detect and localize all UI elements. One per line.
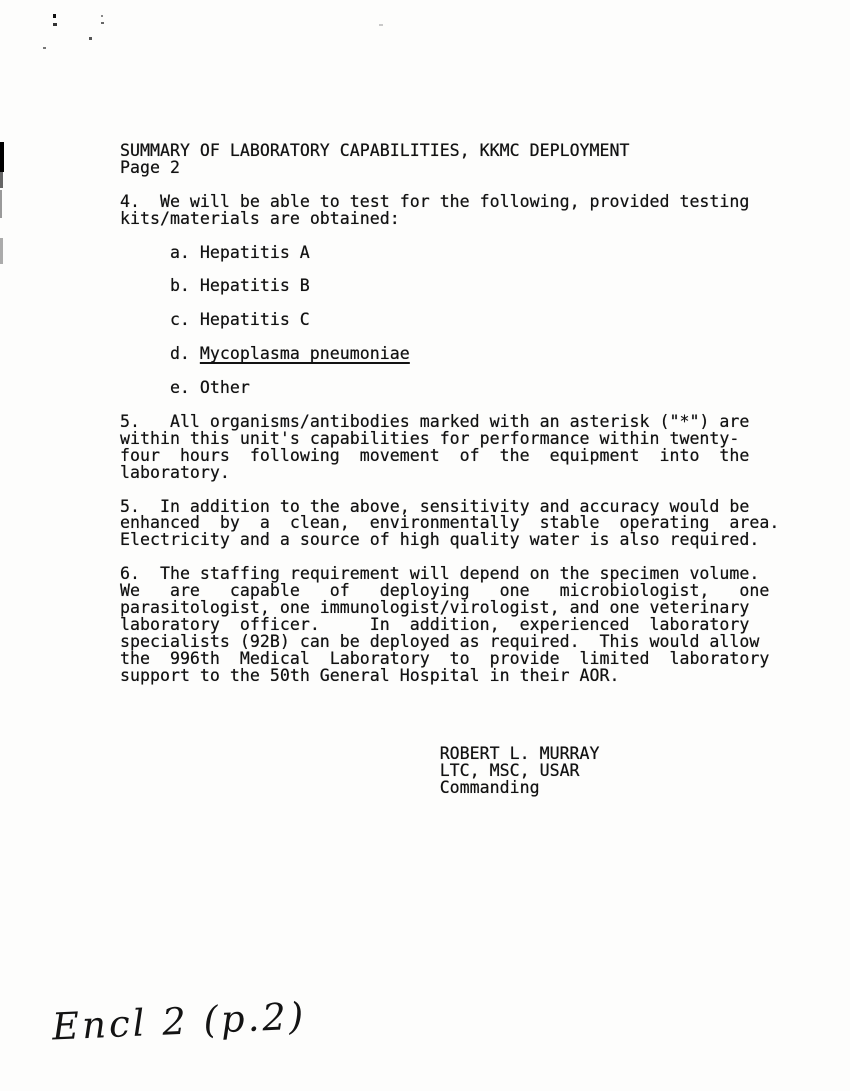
- paragraph-line: 5. In addition to the above, sensitivity and accuracy would be: [120, 496, 750, 516]
- paragraph-line: support to the 50th General Hospital in their AOR.: [120, 665, 620, 685]
- list-marker: d.: [169, 344, 190, 364]
- list-marker: e.: [169, 378, 190, 398]
- paragraph-line: the 996th Medical Laboratory to provide limited laboratory: [120, 648, 770, 668]
- document-header: [120, 143, 780, 177]
- paragraph-5-environment: [120, 496, 780, 550]
- paragraph-line: 4. We will be able to test for the following, provided testing: [120, 191, 750, 211]
- paragraph-5-asterisk: [120, 414, 780, 482]
- scan-edge-artifact: [0, 142, 4, 172]
- paragraph-line: within this unit's capabilities for performance within twenty-: [120, 428, 740, 448]
- list-item-hepatitis-b: [120, 278, 780, 295]
- paragraph-line: Electricity and a source of high quality water is also required.: [120, 530, 760, 550]
- document-title: SUMMARY OF LABORATORY CAPABILITIES, KKMC DEPLOYMENT: [120, 141, 630, 160]
- list-item-label: Hepatitis C: [199, 310, 310, 330]
- paragraph-line: specialists (92B) can be deployed as required. This would allow: [120, 631, 760, 651]
- scan-speck: [89, 37, 92, 40]
- list-item-label: Hepatitis A: [199, 242, 310, 262]
- scan-speck: [43, 47, 46, 49]
- scan-speck: [53, 23, 57, 26]
- paragraph-line: kits/materials are obtained:: [120, 208, 400, 228]
- list-marker: a.: [169, 242, 190, 262]
- signature-block: [120, 746, 780, 797]
- handwritten-enclosure-note: Encl 2 (p.2): [51, 994, 308, 1049]
- list-item-hepatitis-a: [120, 242, 780, 262]
- page-number: Page 2: [120, 157, 180, 177]
- paragraph-line: We are capable of deploying one microbiologist, one: [120, 581, 770, 601]
- list-item-hepatitis-c: [120, 312, 780, 329]
- paragraph-line: 5. All organisms/antibodies marked with an asterisk ("*") are: [120, 412, 750, 432]
- list-marker: c.: [169, 310, 190, 330]
- list-marker: b.: [169, 276, 190, 296]
- paragraph-6-staffing: [120, 566, 780, 684]
- paragraph-line: 6. The staffing requirement will depend on the specimen volume.: [120, 564, 760, 584]
- scan-speck: [101, 15, 103, 17]
- scan-edge-artifact: [0, 172, 3, 188]
- list-item-other: [120, 380, 780, 397]
- scan-edge-artifact: [0, 238, 3, 264]
- scan-edge-artifact: [0, 190, 2, 218]
- list-item-label: Hepatitis B: [199, 276, 310, 296]
- signature-name: ROBERT L. MURRAY: [439, 744, 600, 764]
- scan-speck: [379, 24, 383, 26]
- paragraph-line: laboratory officer. In addition, experienced laboratory: [120, 614, 750, 634]
- paragraph-line: parasitologist, one immunologist/virologist, and one veterinary: [120, 598, 750, 618]
- scan-speck: [101, 22, 104, 24]
- paragraph-4: [120, 191, 780, 228]
- document-body: [120, 143, 780, 797]
- list-item-label: Other: [199, 378, 250, 398]
- paragraph-line: laboratory.: [120, 462, 230, 482]
- signature-rank: LTC, MSC, USAR: [439, 761, 580, 781]
- scan-speck: [53, 14, 56, 18]
- paragraph-line: enhanced by a clean, environmentally stable operating area.: [120, 513, 780, 533]
- list-item-mycoplasma-pneumoniae: [120, 346, 780, 363]
- paragraph-line: four hours following movement of the equipment into the: [120, 445, 750, 465]
- list-item-label-underlined: Mycoplasma pneumoniae: [199, 344, 410, 364]
- signature-role: Commanding: [439, 778, 540, 798]
